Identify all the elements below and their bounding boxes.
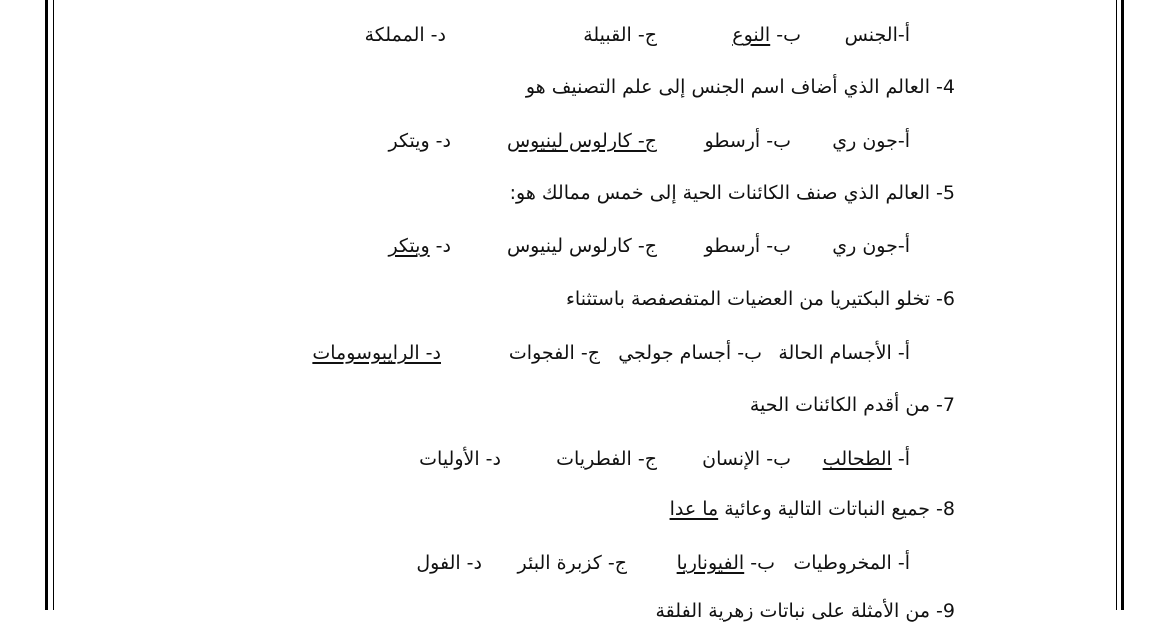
question-6-text: 6- تخلو البكتيريا من العضيات المتفصفصة باستثناء bbox=[566, 288, 955, 310]
q5-option-b: ب- أرسطو bbox=[704, 235, 791, 257]
q3-option-b-answer: النوع bbox=[732, 24, 771, 46]
q4-option-d: د- ويتكر bbox=[388, 130, 451, 152]
q8-option-b-prefix: ب- bbox=[744, 552, 775, 574]
page-border-left-outer bbox=[45, 0, 48, 610]
q5-option-d-answer: ويتكر bbox=[388, 235, 430, 257]
question-8-text bbox=[670, 496, 955, 522]
q8-option-b bbox=[677, 550, 775, 576]
q6-option-b: ب- أجسام جولجي bbox=[618, 342, 762, 364]
q6-option-c: ج- الفجوات bbox=[508, 342, 600, 364]
q5-option-c: ج- كارلوس لينيوس bbox=[506, 235, 657, 257]
q5-option-a: أ-جون ري bbox=[832, 235, 910, 257]
q5-option-d bbox=[388, 233, 451, 259]
question-5-text: 5- العالم الذي صنف الكائنات الحية إلى خمس ممالك هو: bbox=[509, 182, 955, 204]
q7-option-a-answer: الطحالب bbox=[822, 448, 892, 470]
q3-option-d: د- المملكة bbox=[364, 24, 446, 46]
q7-option-c: ج- الفطريات bbox=[556, 448, 657, 470]
q8-option-a: أ- المخروطيات bbox=[793, 552, 910, 574]
page-border-right-inner bbox=[1116, 0, 1117, 610]
q7-option-a-prefix: أ- bbox=[891, 448, 910, 470]
question-9-text: 9- من الأمثلة على نباتات زهرية الفلقة bbox=[655, 600, 955, 622]
q3-option-c: ج- القبيلة bbox=[583, 24, 657, 46]
q6-option-d-answer: د- الرايبوسومات bbox=[312, 342, 441, 364]
q8-text-main: 8- جميع النباتات التالية وعائية bbox=[718, 498, 955, 520]
q8-option-b-answer: الفيوناريا bbox=[676, 552, 745, 574]
page-border-right-outer bbox=[1121, 0, 1124, 610]
q4-option-a: أ-جون ري bbox=[832, 130, 910, 152]
question-4-text: 4- العالم الذي أضاف اسم الجنس إلى علم التصنيف هو bbox=[525, 76, 955, 98]
q7-option-b: ب- الإنسان bbox=[702, 448, 791, 470]
q3-option-b bbox=[732, 22, 801, 48]
question-7-text: 7- من أقدم الكائنات الحية bbox=[749, 394, 955, 416]
q7-option-d: د- الأوليات bbox=[419, 448, 501, 470]
q7-option-a bbox=[823, 446, 910, 472]
q8-option-c: ج- كزبرة البئر bbox=[517, 552, 627, 574]
q4-option-c-answer: ج- كارلوس لينيوس bbox=[506, 130, 657, 152]
q8-text-except: ما عدا bbox=[669, 498, 719, 520]
page-border-left-inner bbox=[53, 0, 54, 610]
q8-option-d: د- الفول bbox=[416, 552, 482, 574]
q5-option-d-prefix: د- bbox=[429, 235, 451, 257]
q6-option-a: أ- الأجسام الحالة bbox=[778, 342, 910, 364]
exam-page bbox=[60, 0, 1110, 622]
q3-option-a: أ-الجنس bbox=[844, 24, 910, 46]
q3-option-b-prefix: ب- bbox=[770, 24, 801, 46]
q4-option-b: ب- أرسطو bbox=[704, 130, 791, 152]
